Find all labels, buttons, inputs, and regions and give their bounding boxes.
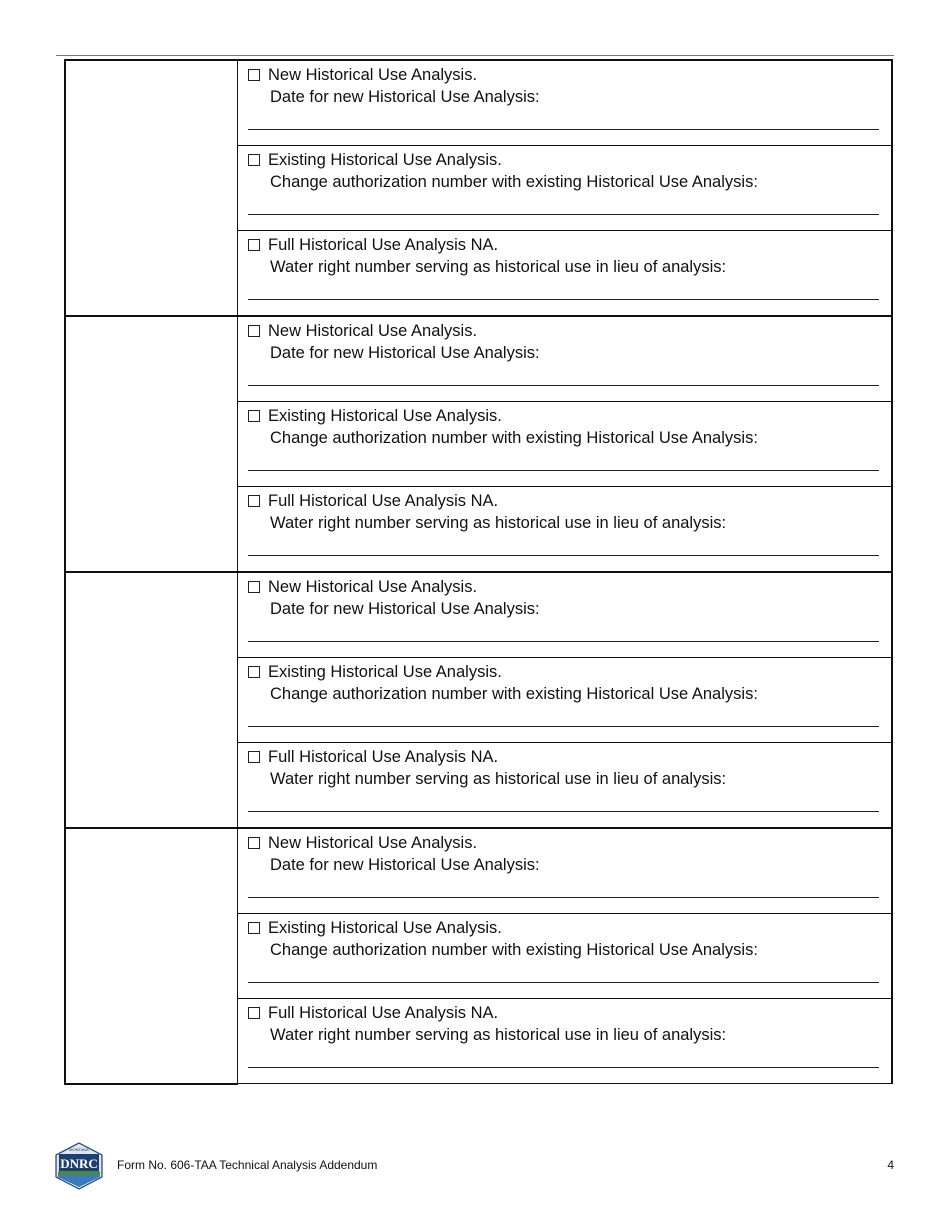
logo-top-text: MONTANA bbox=[69, 1147, 89, 1152]
option-label: Existing Historical Use Analysis. bbox=[268, 151, 502, 169]
option-label: New Historical Use Analysis. bbox=[268, 834, 478, 852]
full-analysis-na-checkbox[interactable] bbox=[248, 1007, 260, 1019]
new-analysis-checkbox[interactable] bbox=[248, 69, 260, 81]
option-detail: Water right number serving as historical use in lieu of analysis: bbox=[270, 514, 727, 532]
option-label: Full Historical Use Analysis NA. bbox=[268, 492, 499, 510]
option-label: Full Historical Use Analysis NA. bbox=[268, 236, 499, 254]
answer-line[interactable] bbox=[248, 982, 879, 983]
new-analysis-checkbox[interactable] bbox=[248, 581, 260, 593]
option-label: Full Historical Use Analysis NA. bbox=[268, 748, 499, 766]
new-analysis-checkbox[interactable] bbox=[248, 325, 260, 337]
dnrc-logo-icon bbox=[54, 1142, 104, 1190]
existing-analysis-checkbox[interactable] bbox=[248, 922, 260, 934]
table-row bbox=[65, 572, 892, 828]
analysis-options-cell bbox=[238, 828, 893, 1084]
page-number: 4 bbox=[887, 1158, 894, 1172]
answer-line[interactable] bbox=[248, 897, 879, 898]
option-label: Existing Historical Use Analysis. bbox=[268, 407, 502, 425]
water-right-cell[interactable] bbox=[65, 828, 238, 1084]
option-detail: Change authorization number with existing Historical Use Analysis: bbox=[270, 429, 758, 447]
answer-line[interactable] bbox=[248, 641, 879, 642]
option-label: New Historical Use Analysis. bbox=[268, 66, 478, 84]
existing-analysis-checkbox[interactable] bbox=[248, 410, 260, 422]
option-full-analysis-na bbox=[238, 743, 891, 827]
option-existing-analysis bbox=[238, 914, 891, 999]
option-label: New Historical Use Analysis. bbox=[268, 322, 478, 340]
full-analysis-na-checkbox[interactable] bbox=[248, 239, 260, 251]
answer-line[interactable] bbox=[248, 1067, 879, 1068]
option-new-analysis bbox=[238, 573, 891, 658]
option-detail: Change authorization number with existing Historical Use Analysis: bbox=[270, 685, 758, 703]
answer-line[interactable] bbox=[248, 214, 879, 215]
form-label: Form No. 606-TAA Technical Analysis Addendum bbox=[117, 1158, 378, 1172]
option-detail: Date for new Historical Use Analysis: bbox=[270, 344, 540, 362]
logo-text: DNRC bbox=[60, 1156, 98, 1171]
header-rule bbox=[56, 55, 894, 56]
full-analysis-na-checkbox[interactable] bbox=[248, 751, 260, 763]
water-right-cell[interactable] bbox=[65, 572, 238, 828]
historical-use-table bbox=[64, 59, 893, 1085]
answer-line[interactable] bbox=[248, 726, 879, 727]
option-label: Full Historical Use Analysis NA. bbox=[268, 1004, 499, 1022]
option-existing-analysis bbox=[238, 402, 891, 487]
answer-line[interactable] bbox=[248, 470, 879, 471]
answer-line[interactable] bbox=[248, 385, 879, 386]
analysis-options-cell bbox=[238, 60, 893, 316]
answer-line[interactable] bbox=[248, 299, 879, 300]
option-detail: Change authorization number with existing Historical Use Analysis: bbox=[270, 173, 758, 191]
water-right-cell[interactable] bbox=[65, 316, 238, 572]
page-footer bbox=[54, 1142, 894, 1190]
full-analysis-na-checkbox[interactable] bbox=[248, 495, 260, 507]
option-new-analysis bbox=[238, 317, 891, 402]
option-detail: Change authorization number with existing Historical Use Analysis: bbox=[270, 941, 758, 959]
answer-line[interactable] bbox=[248, 811, 879, 812]
analysis-options-cell bbox=[238, 316, 893, 572]
existing-analysis-checkbox[interactable] bbox=[248, 666, 260, 678]
answer-line[interactable] bbox=[248, 555, 879, 556]
option-new-analysis bbox=[238, 829, 891, 914]
new-analysis-checkbox[interactable] bbox=[248, 837, 260, 849]
existing-analysis-checkbox[interactable] bbox=[248, 154, 260, 166]
option-label: Existing Historical Use Analysis. bbox=[268, 663, 502, 681]
option-detail: Date for new Historical Use Analysis: bbox=[270, 88, 540, 106]
option-detail: Water right number serving as historical use in lieu of analysis: bbox=[270, 770, 727, 788]
option-detail: Water right number serving as historical use in lieu of analysis: bbox=[270, 258, 727, 276]
option-full-analysis-na bbox=[238, 999, 891, 1083]
table-row bbox=[65, 828, 892, 1084]
option-existing-analysis bbox=[238, 658, 891, 743]
option-full-analysis-na bbox=[238, 231, 891, 315]
analysis-options-cell bbox=[238, 572, 893, 828]
answer-line[interactable] bbox=[248, 129, 879, 130]
table-row bbox=[65, 60, 892, 316]
option-detail: Date for new Historical Use Analysis: bbox=[270, 600, 540, 618]
table-row bbox=[65, 316, 892, 572]
option-detail: Water right number serving as historical use in lieu of analysis: bbox=[270, 1026, 727, 1044]
option-detail: Date for new Historical Use Analysis: bbox=[270, 856, 540, 874]
option-existing-analysis bbox=[238, 146, 891, 231]
option-label: New Historical Use Analysis. bbox=[268, 578, 478, 596]
option-full-analysis-na bbox=[238, 487, 891, 571]
option-new-analysis bbox=[238, 61, 891, 146]
water-right-cell[interactable] bbox=[65, 60, 238, 316]
option-label: Existing Historical Use Analysis. bbox=[268, 919, 502, 937]
